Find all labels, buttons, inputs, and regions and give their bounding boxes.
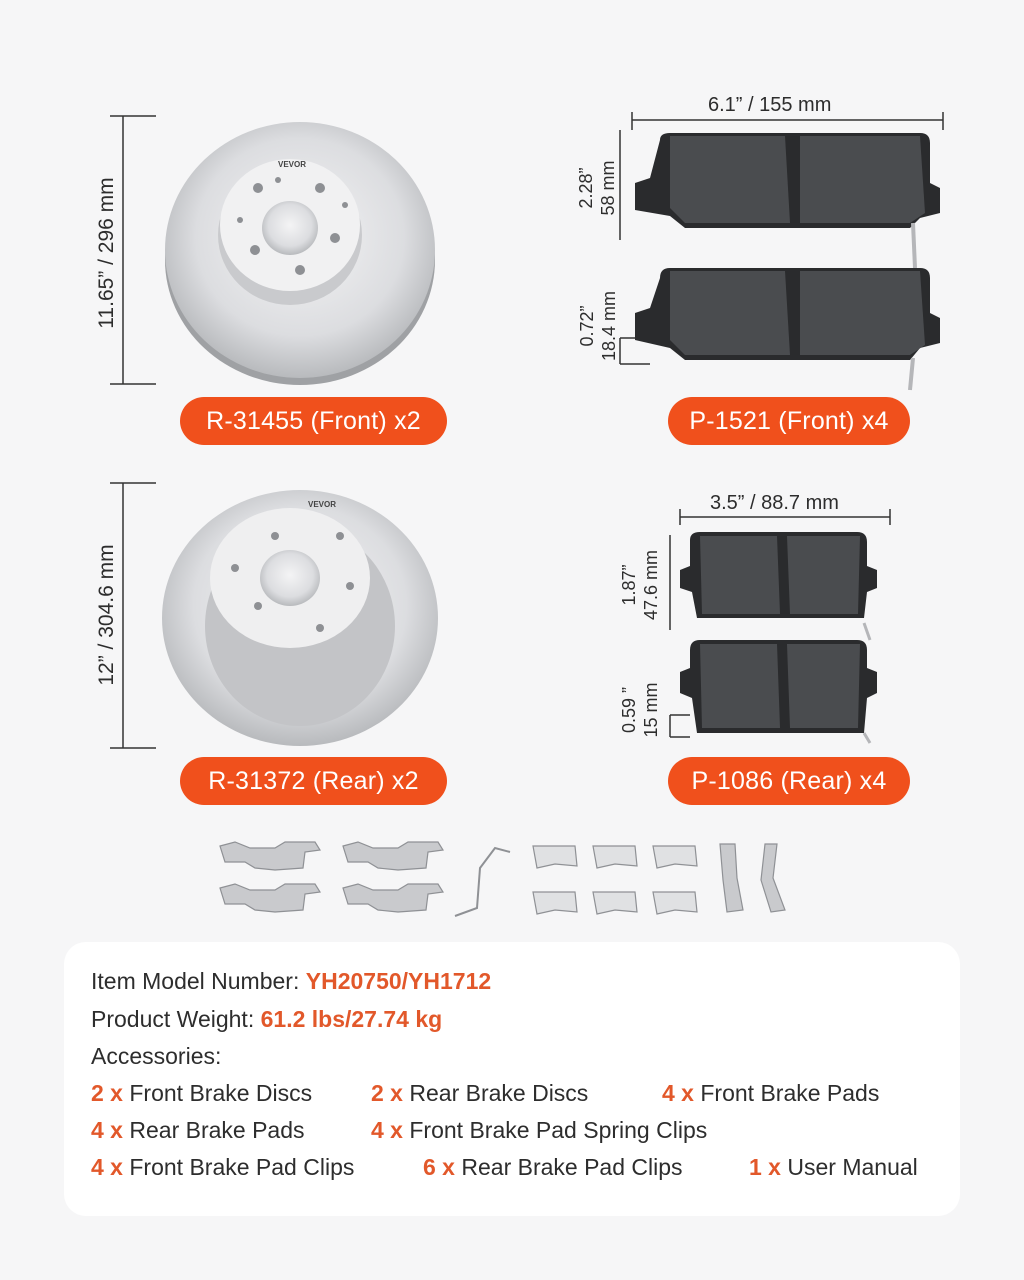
front-pads-width-label: 6.1” / 155 mm bbox=[708, 94, 832, 116]
model-number-row bbox=[91, 968, 491, 995]
rear-rotor-height-label: 12” / 304.6 mm bbox=[95, 544, 118, 686]
accessory-item: 4 x Rear Brake Pads bbox=[91, 1117, 305, 1143]
product-info-card bbox=[64, 942, 960, 1216]
rear-rotor-brand: VEVOR bbox=[308, 500, 337, 509]
front-rotor-height-label: 11.65” / 296 mm bbox=[95, 177, 118, 329]
front-pads-label: P-1521 (Front) x4 bbox=[668, 397, 910, 445]
front-rotor-label: R-31455 (Front) x2 bbox=[180, 397, 447, 445]
rear-rotor-label: R-31372 (Rear) x2 bbox=[180, 757, 447, 805]
front-pads-thickness-label: 0.72” 18.4 mm bbox=[577, 290, 619, 362]
accessory-item: 4 x Front Brake Pads bbox=[662, 1080, 880, 1106]
rear-pads-height-label: 1.87” 47.6 mm bbox=[619, 549, 661, 621]
front-pads-height-label: 2.28” 58 mm bbox=[576, 160, 618, 216]
rear-pads-label: P-1086 (Rear) x4 bbox=[668, 757, 910, 805]
rear-pads-width-label: 3.5” / 88.7 mm bbox=[710, 492, 839, 514]
front-rotor-image bbox=[150, 110, 450, 390]
hardware-clips-image bbox=[215, 838, 815, 923]
product-weight-value: 61.2 lbs/27.74 kg bbox=[260, 1006, 443, 1032]
accessory-item: 4 x Front Brake Pad Clips bbox=[91, 1154, 355, 1180]
accessories-heading: Accessories: bbox=[91, 1043, 222, 1069]
model-number-label: Item Model Number: bbox=[91, 968, 300, 994]
rear-rotor-image bbox=[150, 478, 450, 753]
rear-pads-image bbox=[672, 528, 892, 748]
accessory-item: 2 x Front Brake Discs bbox=[91, 1080, 313, 1106]
front-pads-image bbox=[630, 128, 950, 398]
accessory-item: 1 x User Manual bbox=[749, 1154, 918, 1180]
product-weight-label: Product Weight: bbox=[91, 1006, 255, 1032]
accessory-item: 6 x Rear Brake Pad Clips bbox=[423, 1154, 683, 1180]
accessory-item: 4 x Front Brake Pad Spring Clips bbox=[371, 1117, 708, 1143]
front-rotor-brand: VEVOR bbox=[278, 160, 307, 169]
accessory-item: 2 x Rear Brake Discs bbox=[371, 1080, 589, 1106]
rear-pads-thickness-label: 0.59 ” 15 mm bbox=[619, 682, 661, 738]
product-weight-row bbox=[91, 1006, 442, 1033]
model-number-value: YH20750/YH1712 bbox=[305, 968, 492, 994]
